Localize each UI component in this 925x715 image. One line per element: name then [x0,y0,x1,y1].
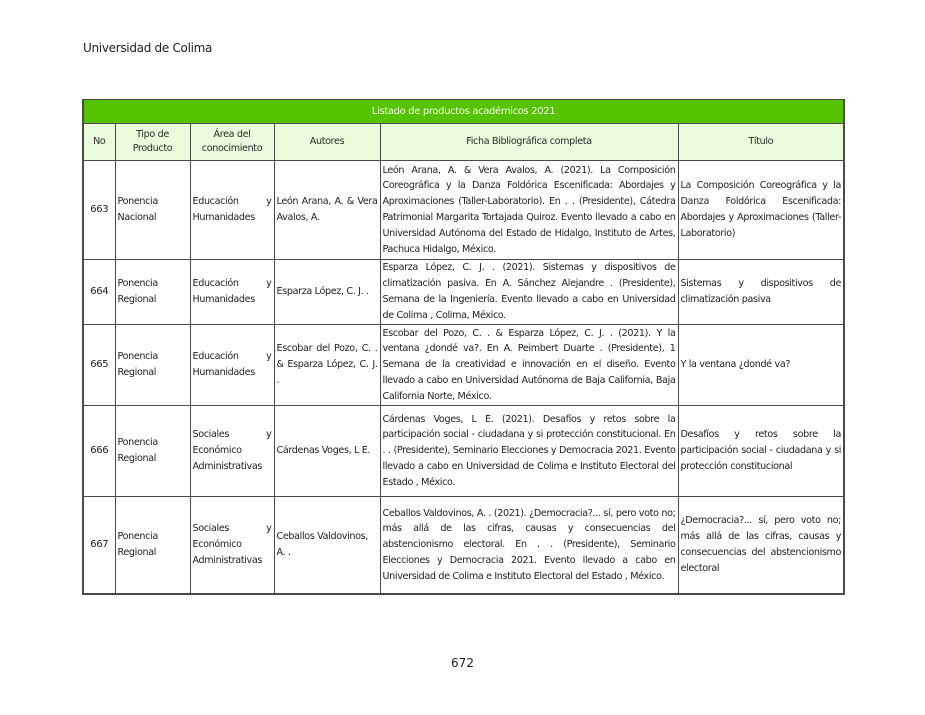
cell-titulo: ¿Democracia?... sí, pero voto no; más allá de las cifras, causas y consecuencias del abstencionismo electoral [678,497,844,595]
cell-titulo: La Composición Coreográfica y la Danza Foldórica Escenificada: Abordajes y Aproximaciones (Taller-Laboratorio) [678,161,844,260]
cell-tipo: Ponencia Regional [115,260,190,325]
products-table-container [82,99,843,595]
page-number: 672 [451,656,474,670]
table-header-row [83,124,844,161]
column-header-area: Área del conocimiento [190,124,274,161]
cell-ficha: Ceballos Valdovinos, A. . (2021). ¿Democracia?... sí, pero voto no; más allá de las cifras, causas y consecuencias del abstencionismo electoral. En . . (Presidente), Seminario Elecciones y Democracia 2021. Evento llevado a cabo en Universidad de Colima e Instituto Electoral del Estado , México. [380,497,678,595]
cell-autores: León Arana, A. & Vera Avalos, A. [274,161,380,260]
column-header-autores: Autores [274,124,380,161]
table-row [83,325,844,406]
table-row [83,161,844,260]
column-header-ficha: Ficha Bibliográfica completa [380,124,678,161]
table-title: Listado de productos académicos 2021 [83,100,844,124]
cell-area: Sociales y Económico Administrativas [190,406,274,497]
cell-no: 666 [83,406,115,497]
cell-autores: Ceballos Valdovinos, A. . [274,497,380,595]
cell-no: 664 [83,260,115,325]
cell-titulo: Sistemas y dispositivos de climatización pasiva [678,260,844,325]
cell-area: Sociales y Económico Administrativas [190,497,274,595]
cell-titulo: Desafíos y retos sobre la participación social - ciudadana y si protección constitucional [678,406,844,497]
academic-products-table [82,99,845,595]
column-header-tipo: Tipo de Producto [115,124,190,161]
cell-ficha: León Arana, A. & Vera Avalos, A. (2021). La Composición Coreográfica y la Danza Foldórica Escenificada: Abordajes y Aproximaciones (Taller-Laboratorio). En . . (Presidente), Cátedra Patrimonial Margarita Tortajada Quiroz. Evento llevado a cabo en Universidad Autónoma del Estado de Hidalgo, Instituto de Artes, Pachuca Hidalgo, México. [380,161,678,260]
cell-autores: Escobar del Pozo, C. . & Esparza López, C. J. . [274,325,380,406]
cell-tipo: Ponencia Regional [115,497,190,595]
table-row [83,497,844,595]
cell-no: 667 [83,497,115,595]
table-row [83,260,844,325]
cell-no: 665 [83,325,115,406]
cell-ficha: Cárdenas Voges, L E. (2021). Desafíos y retos sobre la participación social - ciudadana y si protección constitucional. En . . (Presidente), Seminario Elecciones y Democracia 2021. Evento llevado a cabo en Universidad de Colima e Instituto Electoral del Estado , México. [380,406,678,497]
cell-titulo: Y la ventana ¿dondé va? [678,325,844,406]
table-title-row [83,100,844,124]
cell-ficha: Esparza López, C. J. . (2021). Sistemas y dispositivos de climatización pasiva. En A. Sánchez Alejandre . (Presidente), Semana de la Ingeniería. Evento llevado a cabo en Universidad de Colima , Colima, México. [380,260,678,325]
table-row [83,406,844,497]
cell-tipo: Ponencia Regional [115,406,190,497]
running-header: Universidad de Colima [83,41,213,55]
cell-area: Educación y Humanidades [190,325,274,406]
cell-autores: Cárdenas Voges, L E. [274,406,380,497]
cell-ficha: Escobar del Pozo, C. . & Esparza López, C. J. . (2021). Y la ventana ¿dondé va?. En A. Peimbert Duarte . (Presidente), 1 Semana de la creatividad e innovación en el diseño. Evento llevado a cabo en Universidad Autónoma de Baja California, Baja California Norte, México. [380,325,678,406]
column-header-no: No [83,124,115,161]
cell-area: Educación y Humanidades [190,161,274,260]
column-header-titulo: Título [678,124,844,161]
cell-no: 663 [83,161,115,260]
cell-tipo: Ponencia Regional [115,325,190,406]
cell-autores: Esparza López, C. J. . [274,260,380,325]
cell-tipo: Ponencia Nacional [115,161,190,260]
cell-area: Educación y Humanidades [190,260,274,325]
